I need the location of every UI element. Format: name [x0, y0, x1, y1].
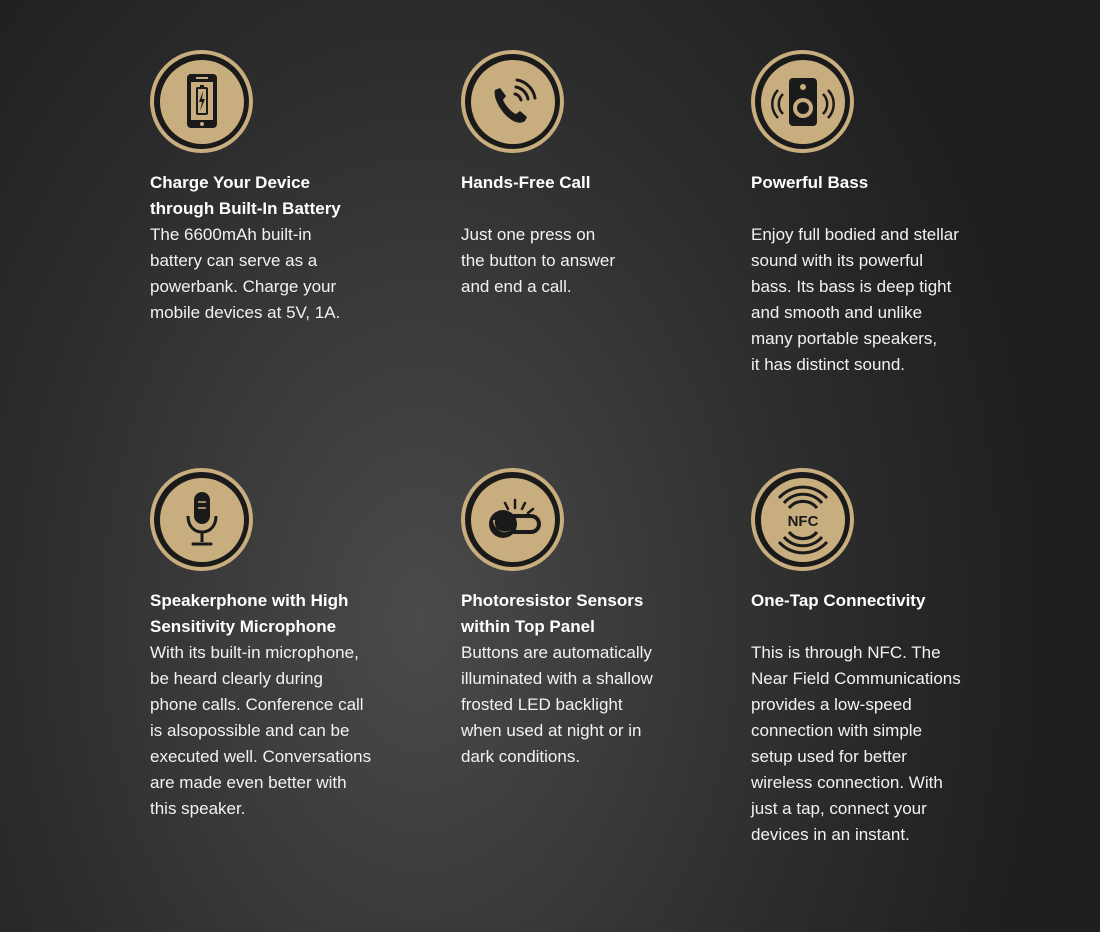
- microphone-icon: [150, 468, 253, 571]
- feature-description: This is through NFC. The Near Field Communications provides a low-speed connection with simple setup used for better wireless connection. With just a tap, connect your devices in an instant.: [751, 643, 961, 844]
- feature-battery: [150, 50, 410, 326]
- feature-description: Buttons are automatically illuminated with a shallow frosted LED backlight when used at night or in dark conditions.: [461, 643, 653, 766]
- phone-battery-icon: [150, 50, 253, 153]
- feature-description: Enjoy full bodied and stellar sound with its powerful bass. Its bass is deep tight and smooth and unlike many portable speakers, it has distinct sound.: [751, 225, 959, 374]
- feature-title: Charge Your Device through Built-In Battery: [150, 173, 341, 218]
- light-sensor-icon: [461, 468, 564, 571]
- feature-description: The 6600mAh built-in battery can serve as a powerbank. Charge your mobile devices at 5V, 1A.: [150, 225, 341, 322]
- feature-title: One-Tap Connectivity: [751, 591, 926, 610]
- feature-title: Photoresistor Sensors within Top Panel: [461, 591, 644, 636]
- feature-microphone: [150, 468, 410, 822]
- feature-title: Powerful Bass: [751, 173, 869, 192]
- feature-title: Speakerphone with High Sensitivity Microphone: [150, 591, 349, 636]
- nfc-icon-label: NFC: [787, 512, 818, 530]
- feature-description: With its built-in microphone, be heard clearly during phone calls. Conference call is alsopossible and can be executed well. Conversations are made even better with this speaker.: [150, 643, 372, 818]
- phone-call-icon: [461, 50, 564, 153]
- nfc-icon: [751, 468, 854, 571]
- feature-description: Just one press on the button to answer and end a call.: [461, 225, 616, 296]
- speaker-icon: [751, 50, 854, 153]
- feature-nfc: [751, 468, 1011, 848]
- feature-title: Hands-Free Call: [461, 173, 591, 192]
- feature-hands-free: [461, 50, 721, 300]
- feature-photoresistor: [461, 468, 721, 770]
- feature-bass: [751, 50, 1011, 378]
